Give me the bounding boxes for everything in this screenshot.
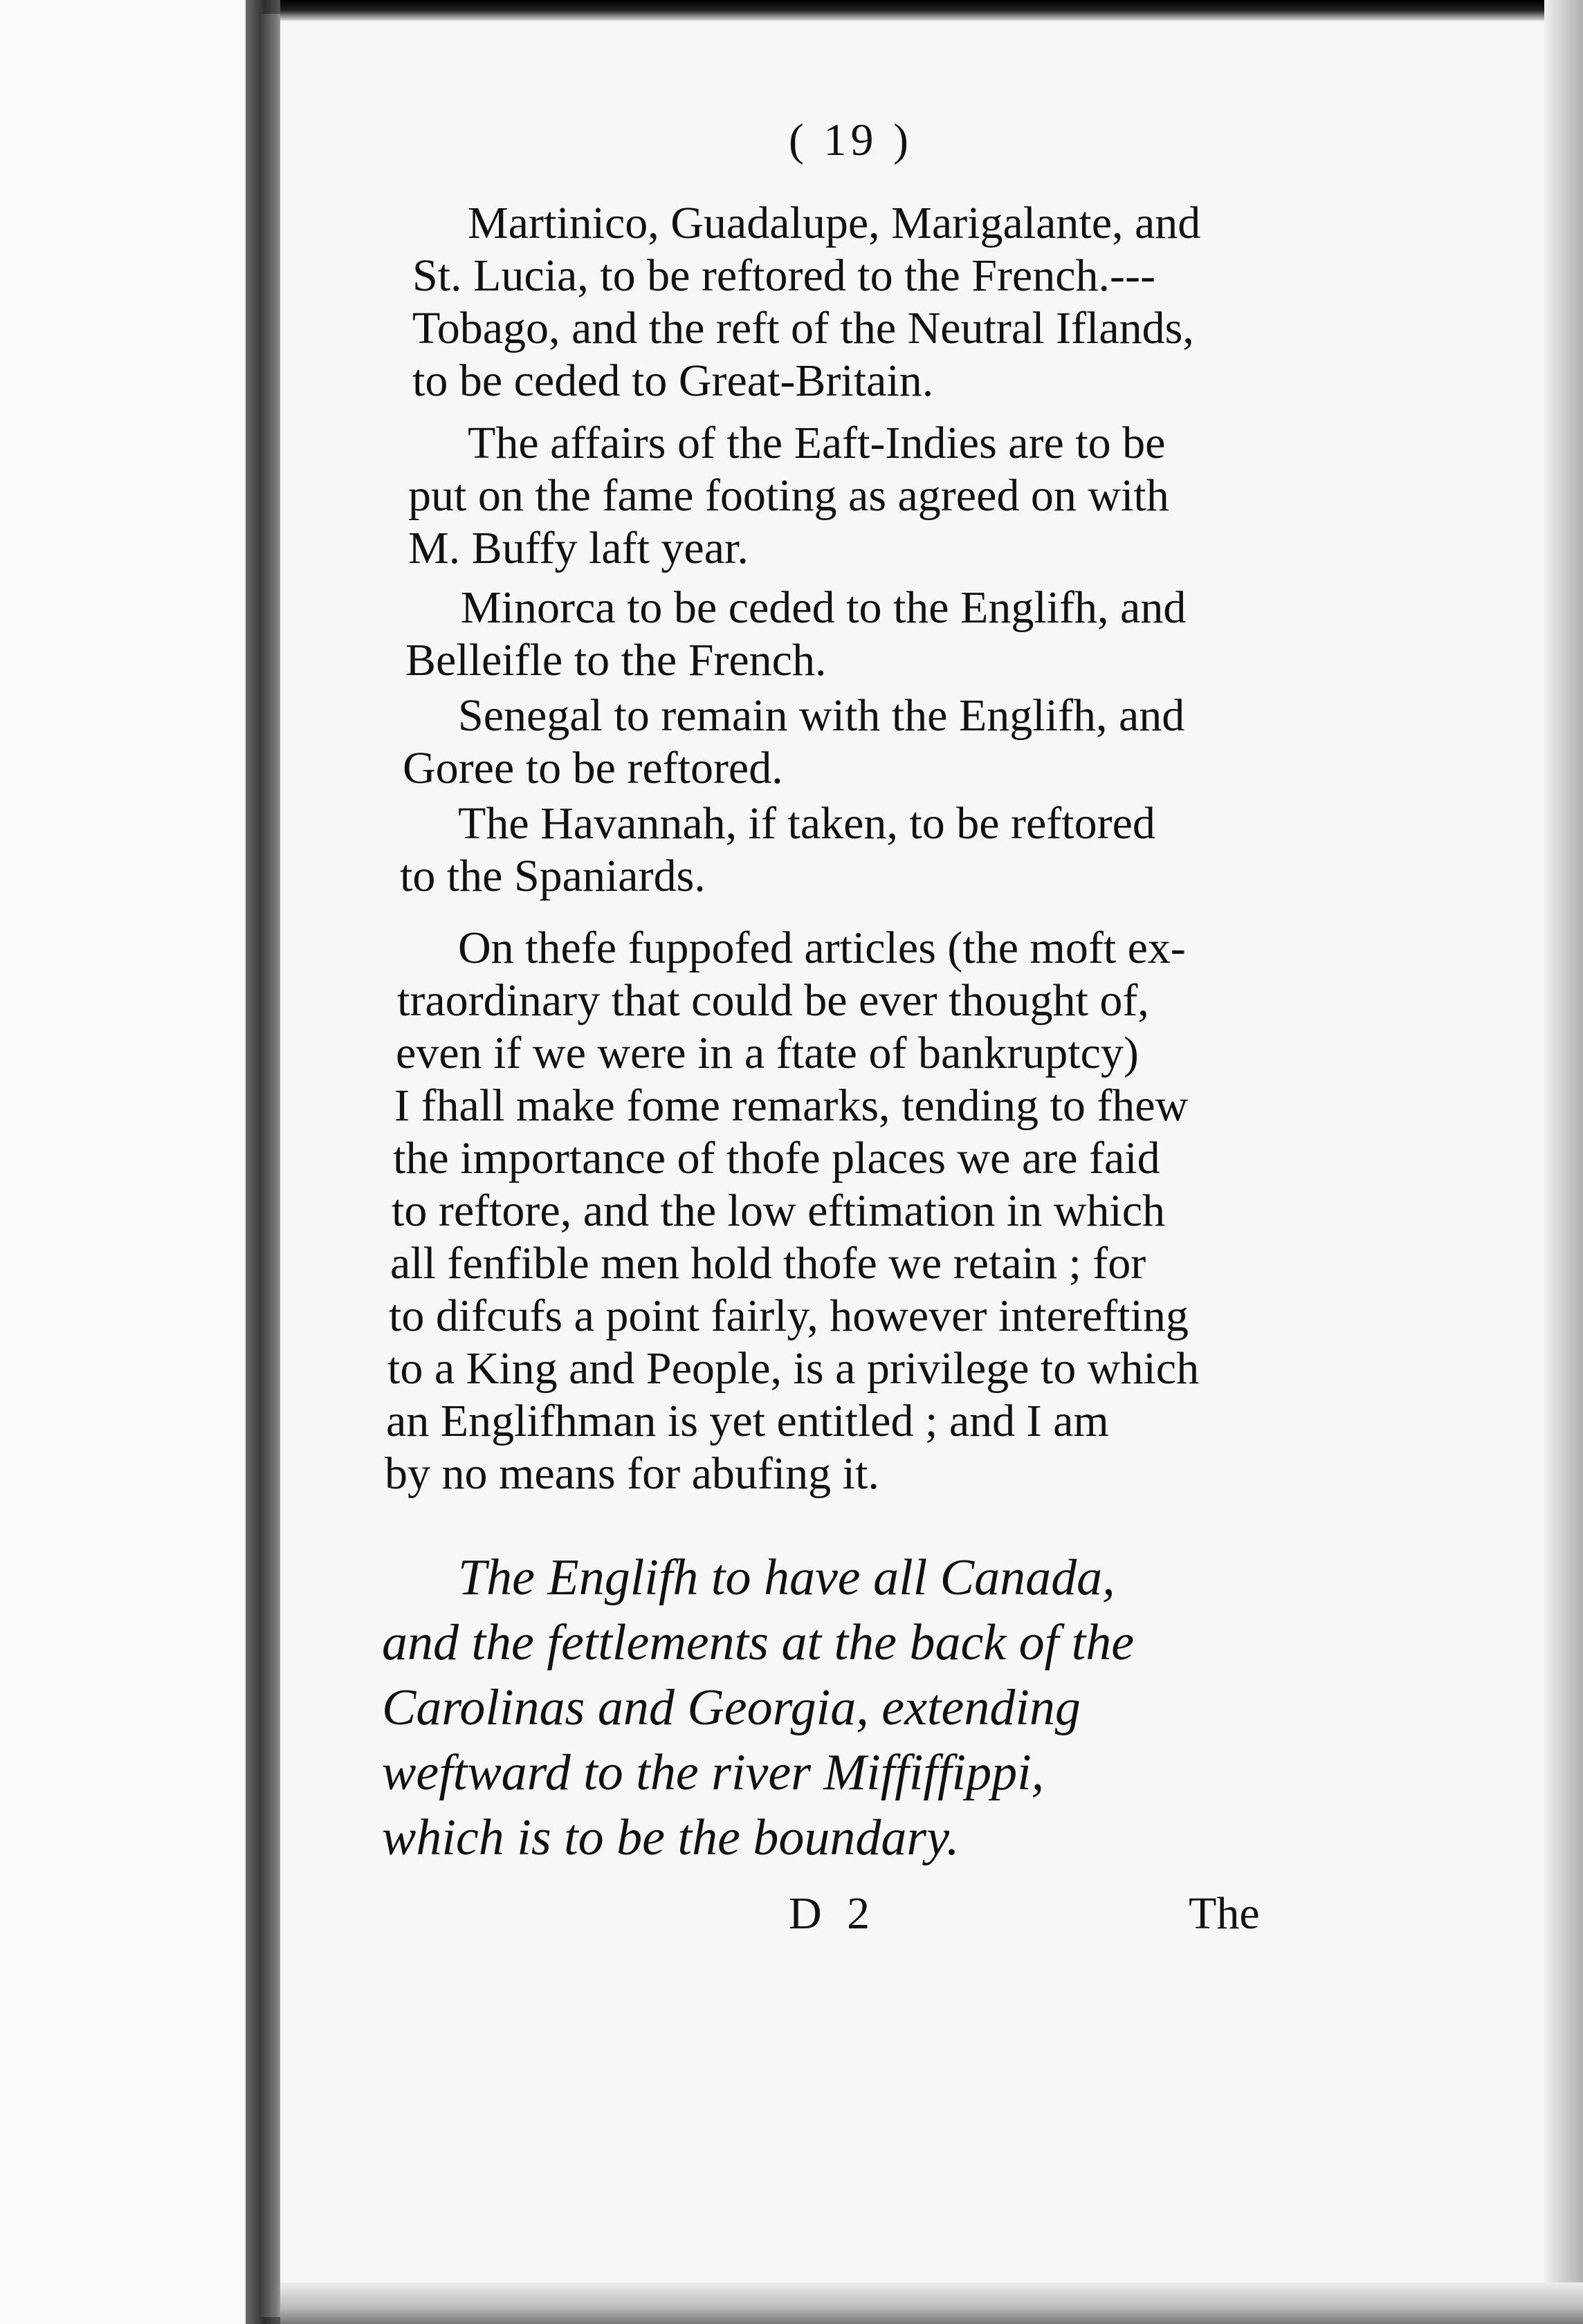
text-line: traordinary that could be ever thought of,	[397, 975, 1149, 1026]
page-bottom-edge	[280, 2282, 1583, 2324]
text-line: to reftore, and the low eftimation in which	[392, 1186, 1166, 1236]
text-line: put on the fame footing as agreed on with	[408, 470, 1169, 521]
text-line: Tobago, and the reft of the Neutral Iflands,	[412, 303, 1194, 353]
text-line: to the Spaniards.	[400, 851, 706, 901]
text-line: the importance of thofe places we are faid	[393, 1133, 1160, 1183]
page-number: ( 19 )	[789, 115, 913, 165]
italic-quote-line: Carolinas and Georgia, extending	[382, 1679, 1081, 1736]
text-line: M. Buffy laft year.	[408, 523, 749, 573]
text-line: Martinico, Guadalupe, Marigalante, and	[468, 198, 1201, 248]
page-top-edge	[280, 0, 1583, 21]
text-line: to difcufs a point fairly, however interefting	[389, 1291, 1189, 1341]
italic-quote-line: which is to be the boundary.	[382, 1809, 960, 1866]
text-line: to a King and People, is a privilege to which	[387, 1343, 1200, 1394]
text-line: Goree to be reftored.	[403, 743, 783, 793]
left-page	[0, 0, 257, 2324]
text-line: Belleifle to the French.	[405, 635, 827, 685]
text-line: On thefe fuppofed articles (the moft ex-	[458, 923, 1186, 973]
page-right-edge	[1544, 0, 1583, 2324]
italic-quote-line: weftward to the river Miffiffippi,	[382, 1744, 1045, 1801]
text-line: by no means for abufing it.	[385, 1448, 879, 1499]
text-line: all fenfible men hold thofe we retain ; for	[390, 1238, 1146, 1289]
text-line: to be ceded to Great-Britain.	[412, 356, 934, 406]
text-line: The Havannah, if taken, to be reftored	[458, 798, 1155, 849]
text-line: The affairs of the Eaft-Indies are to be	[468, 418, 1166, 468]
text-line: I fhall make fome remarks, tending to fhew	[394, 1080, 1189, 1131]
signature-mark: D 2	[789, 1888, 877, 1939]
text-line: an Englifhman is yet entitled ; and I am	[386, 1396, 1109, 1446]
italic-quote-line: and the fettlements at the back of the	[382, 1614, 1135, 1671]
italic-quote-line: The Englifh to have all Canada,	[458, 1549, 1115, 1606]
catchword: The	[1189, 1888, 1260, 1939]
text-line: Senegal to remain with the Englifh, and	[458, 690, 1185, 741]
text-line: Minorca to be ceded to the Englifh, and	[461, 582, 1187, 633]
text-line: St. Lucia, to be reftored to the French.---	[412, 250, 1155, 301]
text-line: even if we were in a ftate of bankruptcy)	[396, 1028, 1139, 1078]
